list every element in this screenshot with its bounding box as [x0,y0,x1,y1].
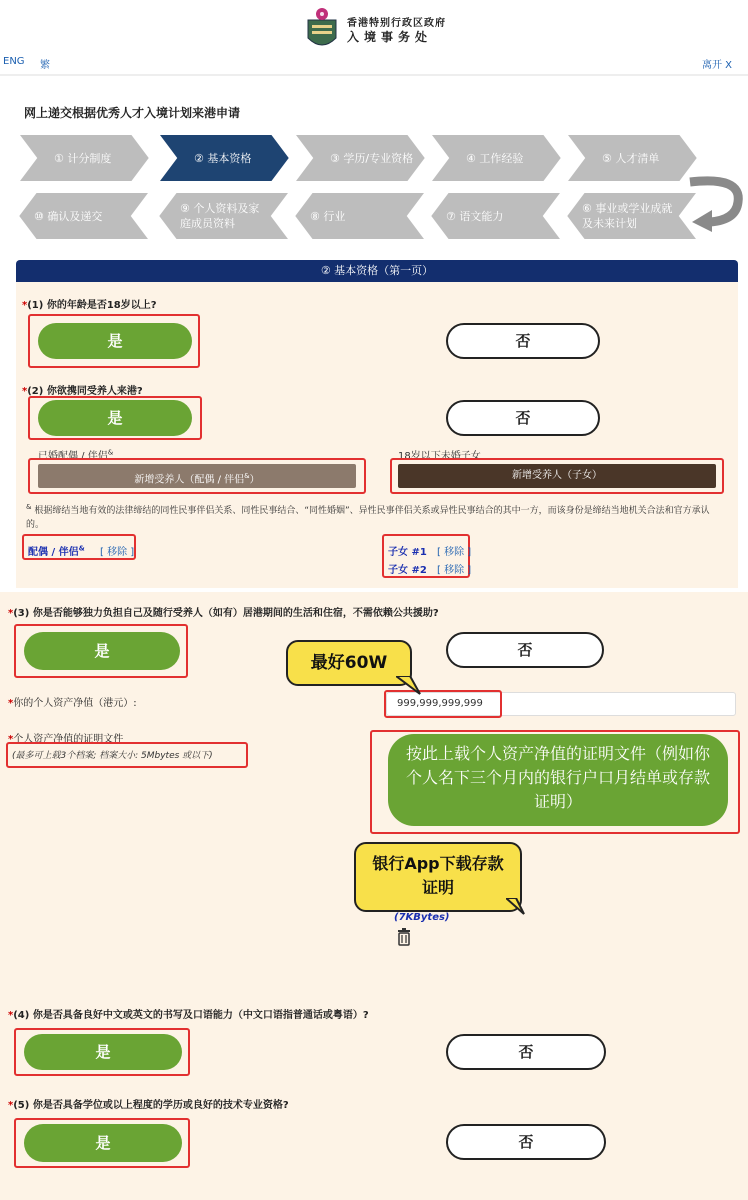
footnote-text: & 根据缔结当地有效的法律缔结的同性民事伴侣关系、同性民事结合、“同性婚姻”、异性民事伴侣关系或异性民事结合的其中一方，而该身份是缔结当地机关合法和官方承认的。 [26,503,710,530]
logo-text-line1: 香港特别行政区政府 [347,18,446,29]
step-9-personal-family[interactable] [156,190,292,242]
annotation-bubble-networth: 最好60W [286,640,412,686]
proof-label: *个人资产净值的证明文件 [8,734,124,745]
q1-yes-button[interactable]: 是 [38,323,192,359]
child-2-link[interactable]: 子女 #2 [388,565,427,576]
spouse-section-label: 已婚配偶 / 伴侣& [38,448,114,462]
remove-spouse-link[interactable]: [ 移除 ] [100,547,135,558]
step-5-talent-list[interactable] [564,132,700,184]
q4-no-button[interactable]: 否 [446,1034,606,1070]
step-10-confirm-submit[interactable] [16,190,152,242]
annotation-bubble-bank-app: 银行App下载存款证明 [354,842,522,912]
step-label: ⑥ 事业或学业成就及未来计划 [582,202,673,230]
step-8-industry[interactable] [292,190,428,242]
remove-child-2-link[interactable]: [ 移除 ] [437,565,472,576]
add-spouse-dependant-button[interactable]: 新增受养人（配偶 / 伴侣&） [38,464,356,488]
add-child-dependant-button[interactable]: 新增受养人（子女） [398,464,716,488]
child-2-list-item [388,558,471,577]
q1-no-button[interactable]: 否 [446,323,600,359]
q5-no-button[interactable]: 否 [446,1124,606,1160]
step-2-basic-eligibility[interactable] [156,132,292,184]
question-1-label: *(1) 你的年龄是否18岁以上? [22,300,157,311]
proof-upload-hint: (最多可上载3个档案; 档案大小: 5Mbytes 或以下) [12,751,213,761]
q5-yes-button[interactable]: 是 [24,1124,182,1162]
step-4-work-experience[interactable] [428,132,564,184]
bubble-tail-icon [506,898,526,918]
bubble-tail-icon [396,676,422,696]
page-title: 网上递交根据优秀人才入境计划来港申请 [24,106,241,120]
step-label: ⑤ 人才清单 [602,151,660,165]
q2-no-button[interactable]: 否 [446,400,600,436]
trash-icon[interactable] [396,928,412,946]
step-label: ① 计分制度 [54,151,112,165]
step-label: ⑩ 确认及递交 [34,209,103,223]
exit-link[interactable]: 离开 X [701,60,732,71]
q3-yes-button[interactable]: 是 [24,632,180,670]
lang-eng-link[interactable]: ENG [3,56,25,67]
q3-no-button[interactable]: 否 [446,632,604,668]
step-label: ⑦ 语文能力 [446,209,504,223]
uploaded-file-size: (7KBytes) [394,912,450,923]
step-label: ⑧ 行业 [310,209,346,223]
networth-label: *你的个人资产净值（港元）: [8,698,137,709]
step-label: ④ 工作经验 [466,151,524,165]
spouse-link[interactable]: 配偶 / 伴侣& [28,544,85,558]
step-6-achievements[interactable] [564,190,700,242]
q4-yes-button[interactable]: 是 [24,1034,182,1070]
lang-trad-link[interactable]: 繁 [40,60,50,71]
spouse-list-item [28,540,134,559]
child-1-list-item [388,540,471,559]
upload-proof-note[interactable]: 按此上载个人资产净值的证明文件（例如你个人名下三个月内的银行户口月结单或存款证明） [388,734,728,826]
question-3-label: *(3) 你是否能够独力负担自己及随行受养人（如有）居港期间的生活和住宿，不需依赖公共援助? [8,608,439,619]
header-divider [0,74,748,76]
step-label: ⑨ 个人资料及家庭成员资料 [180,202,260,230]
step-label: ② 基本资格 [194,151,252,165]
step-1-points-system[interactable] [16,132,152,184]
step-7-language[interactable] [428,190,564,242]
question-2-label: *(2) 你欲携同受养人来港? [22,386,143,397]
question-5-label: *(5) 你是否具备学位或以上程度的学历或良好的技术专业资格? [8,1100,289,1111]
return-arrow-icon [686,172,746,232]
child-1-link[interactable]: 子女 #1 [388,547,427,558]
networth-input[interactable]: 999,999,999,999 [386,692,736,716]
step-label: ③ 学历/专业资格 [330,151,414,165]
section-title-bar: ② 基本资格（第一页） [16,260,738,282]
child-section-label: 18岁以下未婚子女 [398,451,481,462]
logo-text-line2: 入境事务处 [347,30,433,44]
immigration-emblem-icon [302,6,342,54]
step-3-qualifications[interactable] [292,132,428,184]
q2-yes-button[interactable]: 是 [38,400,192,436]
remove-child-1-link[interactable]: [ 移除 ] [437,547,472,558]
question-4-label: *(4) 你是否具备良好中文或英文的书写及口语能力（中文口语指普通话或粤语）? [8,1010,369,1021]
